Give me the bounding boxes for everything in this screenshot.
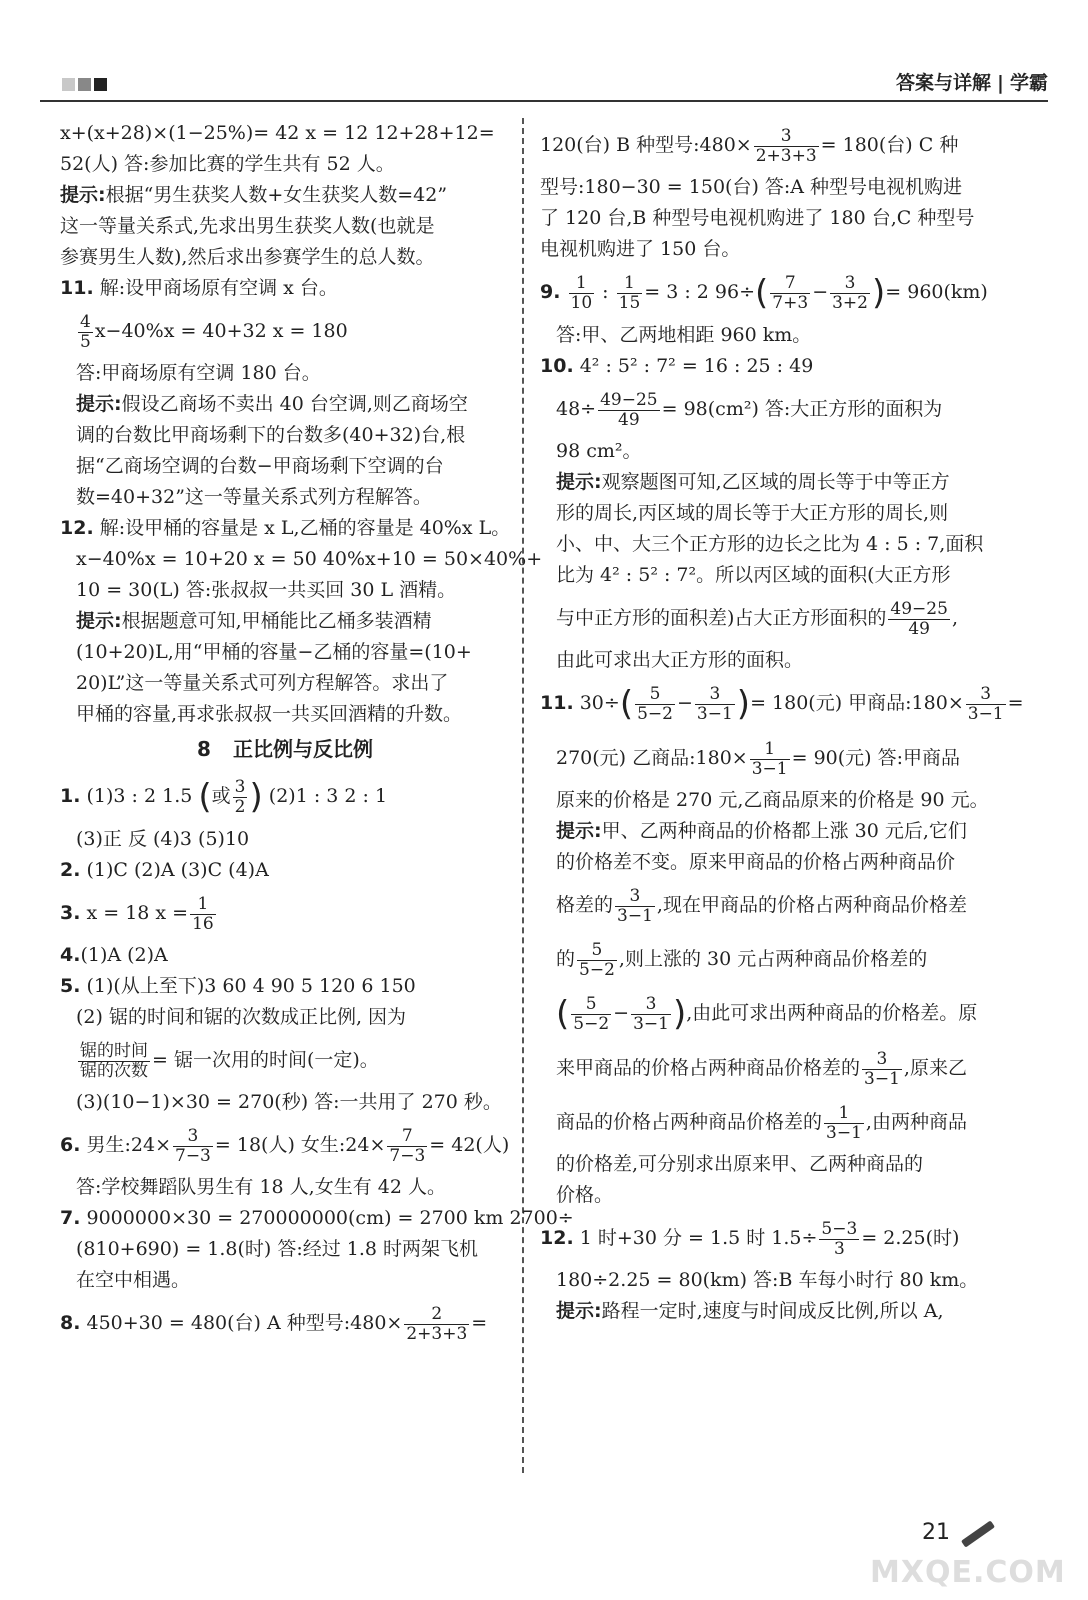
answer-text: 的 (556, 948, 576, 970)
question-number: 7. (60, 1207, 81, 1229)
square-dark (94, 78, 107, 91)
numerator: 5 (635, 685, 675, 705)
numerator: 1 (617, 274, 643, 294)
answer-text: 格差的 (556, 894, 614, 916)
numerator: 7 (770, 274, 810, 294)
right-column: 120(台) B 种型号:480× $\frac{3}{2+3+3}$ = 180(台) C 种 型号:180−30 = 150(台) 答:A 种型号电视机购进 了 120 台,B 种型号电视机购进了 180 台,C 种型号 电视机购进了 150 台。 9. $\frac{1}{10}$ : $\frac{1}{15}$ = 3 : 2 96÷( $\frac{7}{7+3}$ − $\frac{3}{3+2}$ )= 960(km) 答:甲、乙两地相距 960 km。 10. 4² : 5² : 7² = 16 : 25 : 49 48÷ $\frac{49-25}{49}$ = 98(cm²) 答:大正方形的面积为 98 cm²。 提示:观察题图可知,乙区域的周长等于中等正方 形的周长,丙区域的周长等于大正方形的周长,则 小、中、大三个正方形的边长之比为 4 : 5 : 7,面积 比为 4² : 5² : 7²。所以丙区域的面积(大正方形 与中正方形的面积差)占大正方形面积的 $\frac{49-25}{49}$ , 由此可求出大正方形的面积。 11. 30÷( $\frac{5}{5-2}$ − $\frac{3}{3-1}$ )= 180(元) 甲商品:180× $\frac{3}{3-1}$ = 270(元) 乙商品:180× $\frac{1}{3-1}$ = 90(元) 答:甲商品 原来的价格是 270 元,乙商品原来的价格是 90 元。 提示:甲、乙两种商品的价格都上涨 30 元后,它们 的价格差不变。原来甲商品的价格占两种商品价 格差的 $\frac{3}{3-1}$ ,现在甲商品的价格占两种商品价格差 的 $\frac{5}{5-2}$ ,则上涨的 30 元占两种商品价格差的 ( $\frac{5}{5-2}$ − $\frac{3}{3-1}$ ),由此可求出两种商品的价格差。原 来甲商品的价格占两种商品价格差的 $\frac{3}{3-1}$ ,原来乙 商品的价格占两种商品价格差的 $\frac{1}{3-1}$ ,由两种商品 的价格差,可分别求出原来甲、乙两种商品的 价格。 12. 1 时+30 分 = 1.5 时 1.5÷ $\frac{5-3}{3}$ = 2.25(时) 180÷2.25 = 80(km) 答:B 车每小时行 80 km。 提示:路程一定时,速度与时间成反比例,所以 A, (540, 125, 1024, 1322)
watermark: MXQE.COM (870, 1555, 1066, 1590)
denominator: 16 (192, 913, 214, 934)
line: 据“乙商场空调的台数−甲商场剩下空调的台 (76, 455, 444, 477)
line: 在空中相遇。 (76, 1269, 191, 1291)
line: 路程一定时,速度与时间成反比例,所以 A, (601, 1300, 944, 1322)
brand-logo: 学霸 (1009, 72, 1048, 94)
section-heading (60, 730, 510, 769)
answer-text: − (676, 692, 693, 714)
numerator: 5 (577, 941, 617, 961)
fraction (387, 1127, 427, 1165)
question-number: 1. (60, 785, 81, 807)
numerator: 5 (571, 995, 611, 1015)
line: 假设乙商场不卖出 40 台空调,则乙商场空 (121, 393, 468, 415)
question-number: 8. (60, 1312, 81, 1334)
fraction (750, 740, 790, 778)
denominator: 3−1 (864, 1068, 900, 1089)
line: 这一等量关系式,先求出男生获奖人数(也就是 (60, 215, 435, 237)
answer-text: ,由此可求出两种商品的价格差。原 (686, 1002, 978, 1024)
numerator: 3 (695, 685, 735, 705)
hint-label: 提示: (556, 820, 602, 842)
fraction (819, 1220, 859, 1258)
line: 答:学校舞蹈队男生有 18 人,女生有 42 人。 (76, 1176, 446, 1198)
answer-text: 商品的价格占两种商品价格差的 (556, 1111, 823, 1133)
numerator: 3 (862, 1050, 902, 1070)
answer-text: 48÷ (556, 398, 597, 420)
numerator: 3 (966, 685, 1006, 705)
line: x−40%x = 10+20 x = 50 40%x+10 = 50×40%+ (76, 548, 543, 570)
numerator: 4 (80, 311, 91, 332)
denominator: 3−1 (633, 1013, 669, 1034)
answer-text: : (596, 281, 615, 303)
line: 10 = 30(L) 答:张叔叔一共买回 30 L 酒精。 (76, 579, 457, 601)
denominator: 49 (908, 618, 930, 639)
numerator: 1 (750, 740, 790, 760)
fraction (830, 274, 870, 312)
answer-text: = 98(cm²) 答:大正方形的面积为 (661, 398, 943, 420)
line: 形的周长,丙区域的周长等于大正方形的周长,则 (556, 502, 949, 524)
question-number: 5. (60, 975, 81, 997)
answer-text: (2)1 : 3 2 : 1 (268, 785, 388, 807)
line: 98 cm²。 (556, 440, 642, 462)
line: 20)L”这一等量关系式可列方程解答。求出了 (76, 672, 449, 694)
answer-text: 与中正方形的面积差)占大正方形面积的 (556, 607, 887, 629)
line: 观察题图可知,乙区域的周长等于中等正方 (601, 471, 950, 493)
line: (10+20)L,用“甲桶的容量−乙桶的容量=(10+ (76, 641, 472, 663)
line: 原来的价格是 270 元,乙商品原来的价格是 90 元。 (556, 789, 989, 811)
fraction (173, 1127, 213, 1165)
fraction (862, 1050, 902, 1088)
question-number: 12. (60, 517, 94, 539)
line: 比为 4² : 5² : 7²。所以丙区域的面积(大正方形 (556, 564, 951, 586)
line: (1)A (2)A (80, 944, 168, 966)
fraction (770, 274, 810, 312)
line: 解:设甲桶的容量是 x L,乙桶的容量是 40%x L。 (99, 517, 511, 539)
numerator: 1 (190, 895, 216, 915)
numerator: 锯的时间 (80, 1040, 148, 1061)
answer-text: x = 18 x = (86, 902, 189, 924)
denominator: 3 (833, 1238, 845, 1259)
fraction (571, 995, 611, 1033)
line: 电视机购进了 150 台。 (540, 238, 741, 260)
numerator: 5−3 (821, 1218, 858, 1239)
fraction (190, 895, 216, 933)
numerator: 3 (173, 1127, 213, 1147)
numerator: 3 (754, 127, 819, 147)
square-mid (78, 78, 91, 91)
hint-label: 提示: (76, 610, 122, 632)
answer-text: = 180(元) 甲商品:180× (750, 692, 964, 714)
line: 答:甲商场原有空调 180 台。 (76, 362, 321, 384)
left-column: x+(x+28)×(1−25%)= 42 x = 12 12+28+12= 52(人) 答:参加比赛的学生共有 52 人。 提示:根据“男生获奖人数+女生获奖人数=42” 这一等量关系式,先求出男生获奖人数(也就是 参赛男生人数),然后求出参赛学生的总人数。 11. 解:设甲商场原有空调 x 台。 $\frac{4}{5}$ x−40%x = 40+32 x = 180 答:甲商场原有空调 180 台。 提示:假设乙商场不卖出 40 台空调,则乙商场空 调的台数比甲商场剩下的台数多(40+32)台,根 据“乙商场空调的台数−甲商场剩下空调的台 数=40+32”这一等量关系式列方程解答。 12. 解:设甲桶的容量是 x L,乙桶的容量是 40%x L。 x−40%x = 10+20 x = 50 40%x+10 = 50×40%+ 10 = 30(L) 答:张叔叔一共买回 30 L 酒精。 提示:根据题意可知,甲桶能比乙桶多装酒精 (10+20)L,用“甲桶的容量−乙桶的容量=(10+ 20)L”这一等量关系式可列方程解答。求出了 甲桶的容量,再求张叔叔一共买回酒精的升数。 8 正比例与反比例 1. (1)3 : 2 1.5 (或 $\frac{3}{2}$ ) (2)1 : 3 2 : 1 (3)正 反 (4)3 (5)10 2. (1)C (2)A (3)C (4)A 3. x = 18 x = $\frac{1}{16}$ 4.(1)A (2)A 5. (1)(从上至下)3 60 4 90 5 120 6 150 (2) 锯的时间和锯的次数成正比例, 因为 $\frac{\text{锯的时间}}{\text{锯的次数}}$ = 锯一次用的时间(一定)。 (3)(10−1)×30 = 270(秒) 答:一共用了 270 秒。 6. 男生:24× $\frac{3}{7-3}$ = 18(人) 女生:24× $\frac{7}{7-3}$ = 42(人) 答:学校舞蹈队男生有 18 人,女生有 42 人。 7. 9000000×30 = 270000000(cm) = 2700 km 2700÷ (810+690) = 1.8(时) 答:经过 1.8 时两架飞机 在空中相遇。 8. 450+30 = 480(台) A 种型号:480× $\frac{2}{2+3+3}$ = (60, 118, 510, 1350)
answer-text: = 2.25(时) (861, 1227, 960, 1249)
page-header (40, 72, 1048, 102)
question-number: 10. (540, 355, 574, 377)
line: 解:设甲商场原有空调 x 台。 (99, 277, 338, 299)
fraction (754, 127, 819, 165)
answer-text: 男生:24× (86, 1134, 171, 1156)
fraction (824, 1104, 864, 1142)
answer-text: ,由两种商品 (865, 1111, 967, 1133)
question-number: 6. (60, 1134, 81, 1156)
answer-text: 270(元) 乙商品:180× (556, 747, 748, 769)
answer-text: = (1007, 692, 1024, 714)
denominator: 15 (618, 292, 641, 313)
numerator: 49−25 (600, 389, 658, 410)
denominator: 3−1 (751, 758, 788, 779)
question-number: 9. (540, 281, 561, 303)
denominator: 3−1 (967, 703, 1004, 724)
denominator: 7−3 (389, 1145, 426, 1166)
header-title (896, 68, 1048, 95)
numerator: 3 (615, 887, 655, 907)
section-title: 正比例与反比例 (232, 737, 373, 761)
answer-text: , (951, 607, 958, 629)
line: 数=40+32”这一等量关系式列方程解答。 (76, 486, 432, 508)
line: 由此可求出大正方形的面积。 (556, 649, 804, 671)
fraction (966, 685, 1006, 723)
fraction (695, 685, 735, 723)
fraction (598, 391, 660, 429)
fraction (569, 274, 595, 312)
answer-text: 来甲商品的价格占两种商品价格差的 (556, 1057, 861, 1079)
answer-text: = 960(km) (885, 281, 988, 303)
fraction (78, 1042, 150, 1080)
line: 根据题意可知,甲桶能比乙桶多装酒精 (121, 610, 432, 632)
question-number: 4. (60, 944, 81, 966)
line: 答:甲、乙两地相距 960 km。 (556, 324, 812, 346)
answers-label: 答案与详解 (896, 72, 992, 94)
line: 型号:180−30 = 150(台) 答:A 种型号电视机购进 (540, 176, 963, 198)
numerator: 3 (234, 776, 246, 797)
answer-text: 或 (211, 785, 231, 807)
line: x+(x+28)×(1−25%)= 42 x = 12 12+28+12= (60, 122, 495, 144)
line: (1)C (2)A (3)C (4)A (86, 859, 269, 881)
answer-text: = 18(人) 女生:24× (214, 1134, 386, 1156)
column-divider (522, 118, 524, 1473)
answer-text: 120(台) B 种型号:480× (540, 134, 752, 156)
line: 52(人) 答:参加比赛的学生共有 52 人。 (60, 153, 395, 175)
square-light (62, 78, 75, 91)
question-number: 11. (60, 277, 94, 299)
answer-text: − (812, 281, 829, 303)
denominator: 3−1 (826, 1122, 862, 1143)
fraction (617, 274, 643, 312)
hint-label: 提示: (556, 471, 602, 493)
fraction (635, 685, 675, 723)
line: 了 120 台,B 种型号电视机购进了 180 台,C 种型号 (540, 207, 975, 229)
line: 的价格差,可分别求出原来甲、乙两种商品的 (556, 1153, 924, 1175)
denominator: 10 (570, 292, 593, 313)
line: 小、中、大三个正方形的边长之比为 4 : 5 : 7,面积 (556, 533, 984, 555)
numerator: 1 (824, 1104, 864, 1124)
page-number: 21 (922, 1520, 950, 1545)
question-number: 3. (60, 902, 81, 924)
answer-text: = 90(元) 答:甲商品 (791, 747, 961, 769)
answer-text: ,则上涨的 30 元占两种商品价格差的 (618, 948, 928, 970)
question-number: 2. (60, 859, 81, 881)
answer-text: = 42(人) (429, 1134, 510, 1156)
answer-text: 450+30 = 480(台) A 种型号:480× (86, 1312, 403, 1334)
question-number: 12. (540, 1227, 574, 1249)
hint-label: 提示: (60, 184, 106, 206)
denominator: 2 (234, 796, 246, 817)
fraction (631, 995, 671, 1033)
denominator: 7+3 (772, 292, 809, 313)
answer-text: = 3 : 2 96÷ (644, 281, 756, 303)
header-separator: | (997, 72, 1004, 94)
line: (2) 锯的时间和锯的次数成正比例, 因为 (76, 1006, 407, 1028)
answer-text: − (613, 1002, 630, 1024)
denominator: 7−3 (175, 1145, 211, 1166)
denominator: 锯的次数 (80, 1060, 148, 1081)
section-number: 8 (197, 737, 211, 761)
line: (810+690) = 1.8(时) 答:经过 1.8 时两架飞机 (76, 1238, 479, 1260)
line: (3)(10−1)×30 = 270(秒) 答:一共用了 270 秒。 (76, 1091, 502, 1113)
denominator: 5 (80, 331, 91, 352)
line: 调的台数比甲商场剩下的台数多(40+32)台,根 (76, 424, 466, 446)
hint-label: 提示: (76, 393, 122, 415)
line: 4² : 5² : 7² = 16 : 25 : 49 (579, 355, 814, 377)
numerator: 7 (387, 1127, 427, 1147)
line: 根据“男生获奖人数+女生获奖人数=42” (105, 184, 448, 206)
numerator: 2 (404, 1305, 469, 1325)
denominator: 5−2 (579, 959, 615, 980)
fraction (233, 778, 248, 816)
answer-text: 30÷ (579, 692, 620, 714)
answer-text: = 锯一次用的时间(一定)。 (152, 1049, 379, 1071)
denominator: 3+2 (832, 292, 868, 313)
denominator: 5−2 (573, 1013, 610, 1034)
denominator: 2+3+3 (406, 1323, 468, 1344)
line: x−40%x = 40+32 x = 180 (94, 320, 348, 342)
question-number: 11. (540, 692, 574, 714)
fraction (577, 941, 617, 979)
pen-icon (961, 1520, 995, 1547)
answer-text: 1 时+30 分 = 1.5 时 1.5÷ (579, 1227, 818, 1249)
header-squares (62, 78, 107, 91)
denominator: 2+3+3 (755, 145, 817, 166)
line: 甲、乙两种商品的价格都上涨 30 元后,它们 (601, 820, 967, 842)
line: 180÷2.25 = 80(km) 答:B 车每小时行 80 km。 (556, 1269, 979, 1291)
line: 价格。 (556, 1184, 614, 1206)
answer-text: ,现在甲商品的价格占两种商品价格差 (656, 894, 967, 916)
hint-label: 提示: (556, 1300, 602, 1322)
answer-text: = (471, 1312, 488, 1334)
denominator: 3−1 (617, 905, 653, 926)
answer-text: (1)3 : 2 1.5 (86, 785, 193, 807)
answer-text: ,原来乙 (903, 1057, 967, 1079)
line: 9000000×30 = 270000000(cm) = 2700 km 2700÷ (86, 1207, 574, 1229)
numerator: 3 (631, 995, 671, 1015)
fraction (78, 313, 93, 351)
denominator: 49 (618, 409, 640, 430)
line: (3)正 反 (4)3 (5)10 (76, 828, 250, 850)
line: 参赛男生人数),然后求出参赛学生的总人数。 (60, 246, 435, 268)
numerator: 1 (569, 274, 595, 294)
numerator: 3 (830, 274, 870, 294)
denominator: 3−1 (696, 703, 733, 724)
line: 的价格差不变。原来甲商品的价格占两种商品价 (556, 851, 956, 873)
denominator: 5−2 (637, 703, 673, 724)
numerator: 49−25 (890, 598, 948, 619)
line: 甲桶的容量,再求张叔叔一共买回酒精的升数。 (76, 703, 463, 725)
answer-text: = 180(台) C 种 (820, 134, 959, 156)
fraction (615, 887, 655, 925)
fraction (404, 1305, 469, 1343)
fraction (888, 600, 950, 638)
line: (1)(从上至下)3 60 4 90 5 120 6 150 (86, 975, 416, 997)
